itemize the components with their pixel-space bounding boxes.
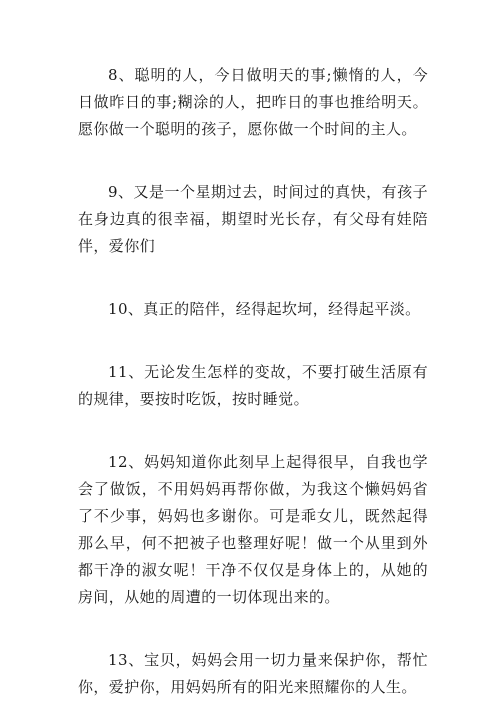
paragraph-13: 13、宝贝，妈妈会用一切力量来保护你，帮忙你，爱护你，用妈妈所有的阳光来照耀你的人生。 — [78, 651, 428, 696]
paragraph-8: 8、聪明的人，今日做明天的事;懒惰的人，今日做昨日的事;糊涂的人，把昨日的事也推给明天。愿你做一个聪明的孩子，愿你做一个时间的主人。 — [78, 66, 428, 138]
paragraph-9: 9、又是一个星期过去，时间过的真快，有孩子在身边真的很幸福，期望时光长存，有父母有娃陪伴，爱你们 — [78, 183, 428, 255]
paragraph-11: 11、无论发生怎样的变故，不要打破生活原有的规律，要按时吃饭，按时睡觉。 — [78, 363, 428, 408]
paragraph-10: 10、真正的陪伴，经得起坎坷，经得起平淡。 — [108, 300, 421, 318]
paragraph-12: 12、妈妈知道你此刻早上起得很早，自我也学会了做饭，不用妈妈再帮你做，为我这个懒妈妈省了不少事，妈妈也多谢你。可是乖女儿，既然起得那么早，何不把被子也整理好呢！做一个从里到外都干净的淑女呢！干净不仅仅是身体上的，从她的房间，从她的周遭的一切体现出来的。 — [78, 453, 428, 606]
